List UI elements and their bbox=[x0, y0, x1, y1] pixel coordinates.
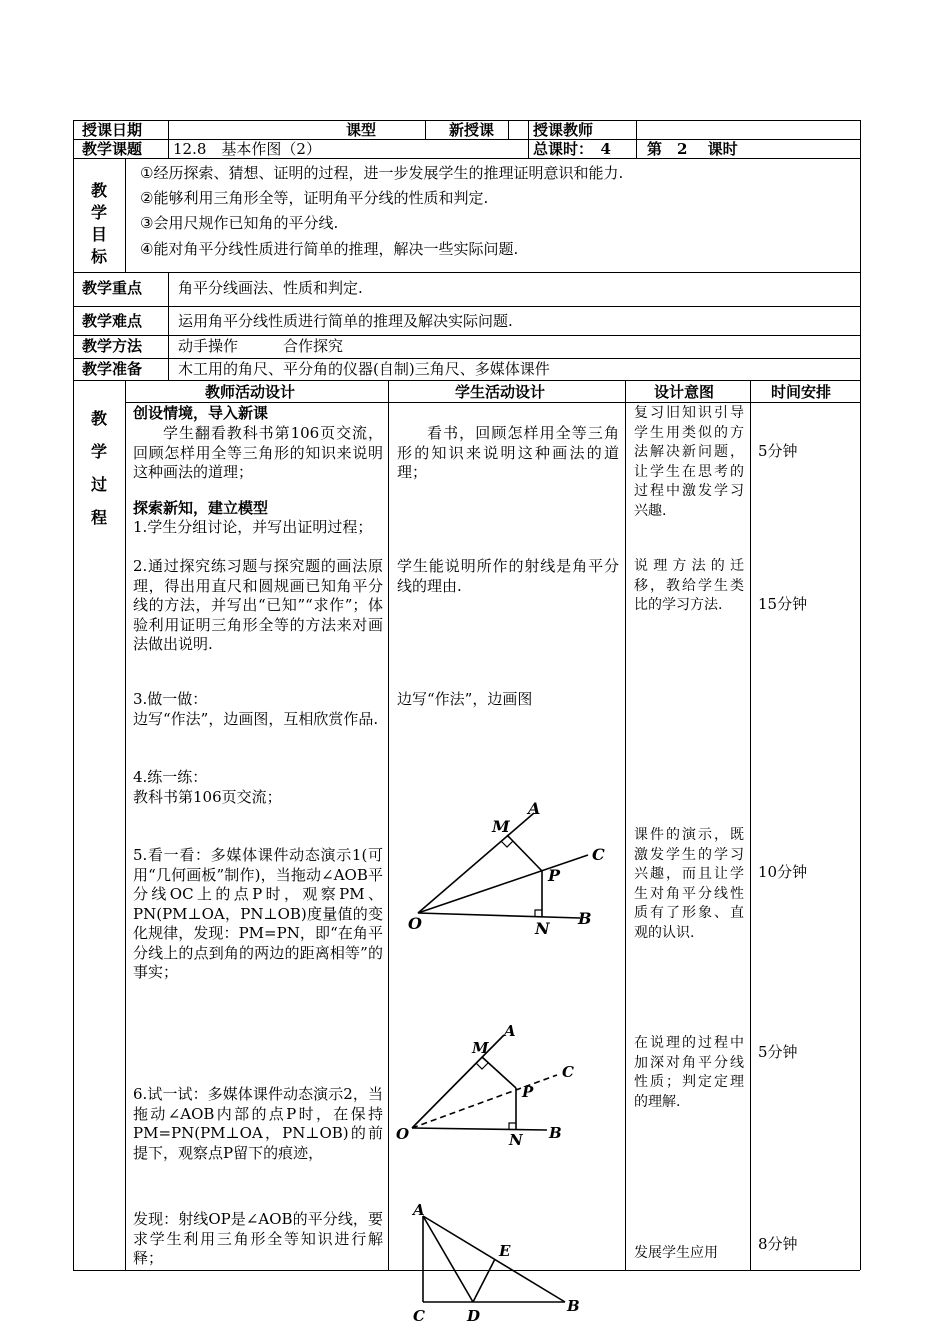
label-B: B bbox=[578, 909, 592, 928]
student-s3: 边写“作法”，边画图 bbox=[397, 690, 533, 708]
method-value: 动手操作 合作探究 bbox=[178, 337, 344, 355]
time-4: 5分钟 bbox=[758, 1043, 798, 1061]
time-1: 5分钟 bbox=[758, 442, 798, 460]
goal-2: ②能够利用三角形全等，证明角平分线的性质和判定. bbox=[140, 189, 489, 207]
teacher-p6: 4.练一练： bbox=[133, 768, 208, 786]
col-student: 学生活动设计 bbox=[455, 383, 546, 401]
goal-4: ④能对角平分线性质进行简单的推理，解决一些实际问题. bbox=[140, 240, 519, 258]
label-P: P bbox=[522, 1083, 534, 1101]
prep-label: 教学准备 bbox=[82, 360, 143, 378]
label-M: M bbox=[472, 1039, 489, 1057]
intent-2: 说理方法的迁移，教给学生类比的学习方法. bbox=[634, 558, 744, 613]
label-B: B bbox=[549, 1124, 562, 1142]
segment-DE bbox=[473, 1259, 495, 1302]
figure-right-triangle-bisector bbox=[405, 1198, 590, 1330]
method-label: 教学方法 bbox=[82, 337, 143, 355]
label-A: A bbox=[413, 1201, 425, 1219]
prep-value: 木工用的角尺、平分角的仪器(自制)三角尺、多媒体课件 bbox=[178, 360, 550, 378]
goal-1: ①经历探索、猜想、证明的过程，进一步发展学生的推理证明意识和能力. bbox=[140, 164, 624, 182]
teacher-p8: 5.看一看：多媒体课件动态演示1(可用“几何画板”制作)，当拖动∠AOB平分线OC上的点P时，观察PM、PN(PM⊥OA，PN⊥OB)度量值的变化规律，发现：PM=PN，即“在角平分线上的点到角的两边的距离相等”的事实； bbox=[133, 846, 383, 981]
label-B: B bbox=[567, 1297, 580, 1315]
time-2: 15分钟 bbox=[758, 595, 808, 613]
teacher-heading-1: 创设情境，导入新课 bbox=[133, 404, 269, 422]
teacher-label: 授课教师 bbox=[533, 121, 594, 139]
process-label: 教学过程 bbox=[91, 409, 108, 527]
teacher-p9: 6.试一试：多媒体课件动态演示2，当拖动∠AOB内部的点P时，在保持PM=PN(PM⊥OA，PN⊥OB)的前提下，观察点P留下的痕迹， bbox=[133, 1085, 383, 1162]
segment-AD bbox=[423, 1216, 473, 1302]
topic-label: 教学课题 bbox=[82, 140, 143, 158]
difficulty-value: 运用角平分线性质进行简单的推理及解决实际问题. bbox=[178, 312, 513, 330]
label-N: N bbox=[535, 919, 550, 938]
intent-1: 复习旧知识引导学生用类似的方法解决新问题，让学生在思考的过程中激发学习兴趣. bbox=[634, 405, 744, 519]
col-teacher: 教师活动设计 bbox=[205, 383, 296, 401]
total-hours: 总课时： 4 bbox=[533, 140, 611, 158]
intent-3: 课件的演示，既激发学生的学习兴趣，而且让学生对角平分线性质有了形象、直观的认识. bbox=[634, 827, 744, 941]
teacher-p2: 1.学生分组讨论，并写出证明过程； bbox=[133, 518, 373, 536]
teacher-p7: 教科书第106页交流； bbox=[133, 788, 282, 806]
intent-4: 在说理的过程中加深对角平分线性质；判定定理的理解. bbox=[634, 1035, 744, 1110]
topic-value: 12.8 基本作图（2） bbox=[173, 140, 321, 158]
label-M: M bbox=[492, 817, 510, 836]
label-O: O bbox=[396, 1125, 410, 1143]
student-s2: 学生能说明所作的射线是角平分线的理由. bbox=[397, 557, 619, 595]
difficulty-label: 教学难点 bbox=[82, 312, 143, 330]
label-N: N bbox=[509, 1131, 523, 1149]
label-P: P bbox=[548, 866, 561, 885]
label-C: C bbox=[562, 1063, 574, 1081]
intent-5: 发展学生应用 bbox=[634, 1245, 718, 1261]
time-3: 10分钟 bbox=[758, 863, 808, 881]
goal-3: ③会用尺规作已知角的平分线. bbox=[140, 214, 339, 232]
teacher-heading-2: 探索新知，建立模型 bbox=[133, 499, 269, 517]
teacher-p1: 学生翻看教科书第106页交流，回顾怎样用全等三角形的知识来说明这种画法的道理； bbox=[133, 424, 383, 481]
key-points-label: 教学重点 bbox=[82, 279, 143, 297]
type-label: 课型 bbox=[346, 121, 377, 139]
figure-angle-bisector-converse bbox=[392, 1020, 592, 1150]
goals-label: 教学目标 bbox=[91, 181, 108, 266]
figure-angle-bisector-property bbox=[400, 800, 620, 940]
ray-OA bbox=[412, 1035, 504, 1128]
date-label: 授课日期 bbox=[82, 121, 143, 139]
ray-OC bbox=[412, 1075, 557, 1128]
segment-PM bbox=[507, 835, 542, 871]
label-E: E bbox=[499, 1242, 511, 1260]
teacher-p4: 3.做一做： bbox=[133, 690, 208, 708]
label-A: A bbox=[528, 800, 541, 818]
label-O: O bbox=[408, 914, 422, 933]
ray-OB bbox=[418, 913, 580, 918]
time-5: 8分钟 bbox=[758, 1235, 798, 1253]
label-A: A bbox=[504, 1022, 516, 1040]
segment-PM bbox=[482, 1057, 516, 1088]
type-value: 新授课 bbox=[449, 121, 495, 139]
label-C: C bbox=[413, 1307, 425, 1325]
ray-OA bbox=[418, 813, 534, 913]
teacher-p3: 2.通过探究练习题与探究题的画法原理，得出用直尺和圆规画已知角平分线的方法，并写出“已知”“求作”；体验利用证明三角形全等的方法来对画法做出说明. bbox=[133, 557, 383, 653]
side-AB bbox=[423, 1216, 565, 1302]
label-C: C bbox=[592, 845, 605, 864]
teacher-p10: 发现：射线OP是∠AOB的平分线，要求学生利用三角形全等知识进行解释； bbox=[133, 1210, 383, 1267]
teacher-p5: 边写“作法”，边画图，互相欣赏作品. bbox=[133, 710, 379, 728]
student-s1: 看书，回顾怎样用全等三角形的知识来说明这种画法的道理； bbox=[397, 424, 619, 481]
lesson-number: 第 2 课时 bbox=[647, 140, 738, 158]
ray-OB bbox=[412, 1128, 547, 1130]
label-D: D bbox=[467, 1307, 481, 1325]
col-time: 时间安排 bbox=[771, 383, 832, 401]
key-points-value: 角平分线画法、性质和判定. bbox=[178, 279, 363, 297]
ray-OC bbox=[418, 855, 588, 913]
col-intent: 设计意图 bbox=[654, 383, 715, 401]
